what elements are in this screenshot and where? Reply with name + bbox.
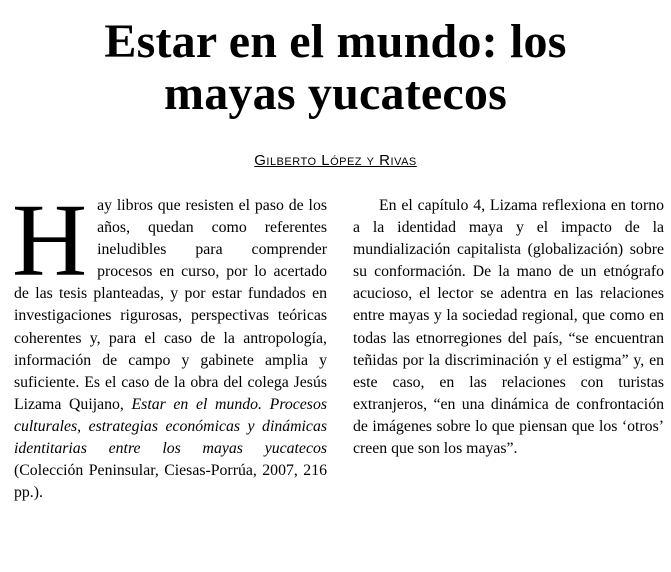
article-title <box>0 16 671 120</box>
book-title: Estar en el mundo. Procesos culturales, estrategias económicas y dinámicas identitarias entre los mayas yucatecos <box>14 395 327 458</box>
title-line-2: mayas yucatecos <box>164 67 507 120</box>
paragraph-chapter4: En el capítulo 4, Lizama reflexiona en torno a la identidad maya y el impacto de la mundialización capitalista (globalización) sobre su conformación. De la mano de un etnógrafo acucioso, el lector se adentra en las relaciones entre mayas y la sociedad regional, que como en todas las etnorregiones del país, “se encuentran teñidas por la discriminación y el estigma” y, en este caso, en las relaciones con turistas extranjeros, “en una dinámica de confrontación de imágenes sobre lo que piensan que los ‘otros’ creen que son los mayas”. <box>353 197 664 458</box>
paragraph-intro-text: ay libros que resisten el paso de los años, quedan como referentes ineludibles para comprender procesos en curso, por lo acertado de las tesis planteadas, y por estar fundados en investigaciones rigurosas, perspectivas teóricas coherentes y, para el caso de la antropología, información de campo y gabinete amplia y suficiente. Es el caso de la obra del colega Jesús Lizama Quijano, <box>14 197 327 413</box>
author-byline: Gilberto López y Rivas <box>254 152 417 169</box>
left-column <box>12 183 327 504</box>
paragraph-intro-end: (Colección Peninsular, Ciesas-Porrúa, 2007, 216 pp.). <box>14 462 327 502</box>
right-column <box>353 195 664 460</box>
drop-cap: H <box>12 183 88 298</box>
title-line-1: Estar en el mundo: los <box>104 15 567 68</box>
